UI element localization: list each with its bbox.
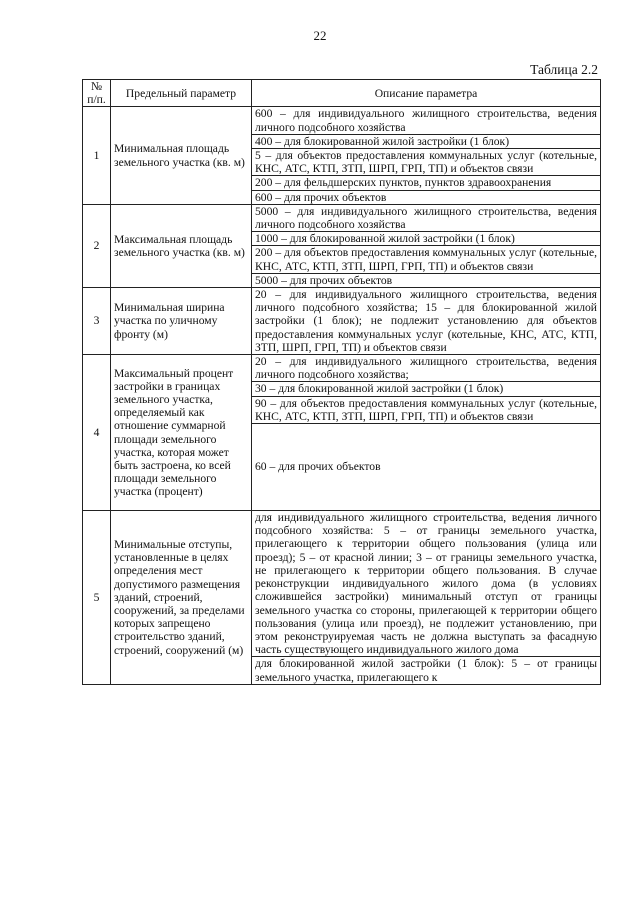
table-row — [83, 204, 601, 231]
row-num: 4 — [83, 355, 111, 511]
row-desc: 20 – для индивидуального жилищного строительства, ведения личного подсобного хозяйства; 15 – для блокированной жилой застройки (1 блок); не подлежит установлению для объектов предоставления коммунальных услуг (котельные, КНС, АТС, КТП, ЗТП, ШРП, ГРП, ТП) и объектов связи — [252, 288, 601, 355]
row-num: 5 — [83, 511, 111, 685]
table-row — [83, 355, 601, 382]
table-header-row — [83, 80, 601, 107]
row-num: 2 — [83, 204, 111, 287]
row-desc: 60 – для прочих объектов — [252, 424, 601, 511]
row-desc: 5000 – для прочих объектов — [252, 273, 601, 287]
row-param: Минимальная площадь земельного участка (кв. м) — [111, 107, 252, 204]
row-desc: 200 – для объектов предоставления коммунальных услуг (котельные, КНС, АТС, КТП, ЗТП, ШРП, ГРП, ТП) и объектов связи — [252, 246, 601, 273]
page-number: 22 — [313, 28, 327, 43]
row-desc: 5000 – для индивидуального жилищного строительства, ведения личного подсобного хозяйства — [252, 204, 601, 231]
row-desc: для индивидуального жилищного строительства, ведения личного подсобного хозяйства: 5 – от границы земельного участка, прилегающего к территории общего пользования (улица или проезд); 5 – от красной линии; 3 – от границы земельного участка, не прилегающего к территории общего пользования. В случае реконструкции индивидуального жилого дома (в условиях сложившейся застройки) минимальный отступ от границы земельного участка со стороны, прилегающей к территории общего пользования (улица или проезд), не подлежит установлению, при этом реконструируемая часть не должна выступать за фасадную часть существующего индивидуального жилого дома — [252, 511, 601, 657]
table-row — [83, 511, 601, 657]
row-desc: 90 – для объектов предоставления коммунальных услуг (котельные, КНС, АТС, КТП, ЗТП, ШРП, ГРП, ТП) и объектов связи — [252, 396, 601, 423]
row-desc: 600 – для индивидуального жилищного строительства, ведения личного подсобного хозяйства — [252, 107, 601, 134]
table-row — [83, 288, 601, 355]
row-desc: 5 – для объектов предоставления коммунальных услуг (котельные, КНС, АТС, КТП, ЗТП, ШРП, ГРП, ТП) и объектов связи — [252, 149, 601, 176]
row-desc: 400 – для блокированной жилой застройки (1 блок) — [252, 134, 601, 148]
row-desc: 600 – для прочих объектов — [252, 190, 601, 204]
table-row — [83, 107, 601, 134]
row-param: Максимальный процент застройки в границах земельного участка, определяемый как отношение суммарной площади земельного участка, которая может быть застроена, ко всей площади земельного участка (процент) — [111, 355, 252, 511]
row-param: Минимальные отступы, установленные в целях определения мест допустимого размещения зданий, строений, сооружений, за пределами которых запрещено строительство зданий, строений, сооружений (м) — [111, 511, 252, 685]
header-param: Предельный параметр — [111, 80, 252, 107]
row-num: 3 — [83, 288, 111, 355]
row-param: Максимальная площадь земельного участка (кв. м) — [111, 204, 252, 287]
row-desc: 30 – для блокированной жилой застройки (1 блок) — [252, 382, 601, 396]
table-caption: Таблица 2.2 — [530, 62, 598, 77]
row-desc: 200 – для фельдшерских пунктов, пунктов здравоохранения — [252, 176, 601, 190]
header-num: № п/п. — [83, 80, 111, 107]
row-num: 1 — [83, 107, 111, 204]
header-desc: Описание параметра — [252, 80, 601, 107]
parameters-table — [82, 79, 601, 685]
row-param: Минимальная ширина участка по уличному фронту (м) — [111, 288, 252, 355]
row-desc: 1000 – для блокированной жилой застройки (1 блок) — [252, 232, 601, 246]
row-desc: 20 – для индивидуального жилищного строительства, ведения личного подсобного хозяйства; — [252, 355, 601, 382]
row-desc: для блокированной жилой застройки (1 блок): 5 – от границы земельного участка, прилегающего к — [252, 657, 601, 684]
